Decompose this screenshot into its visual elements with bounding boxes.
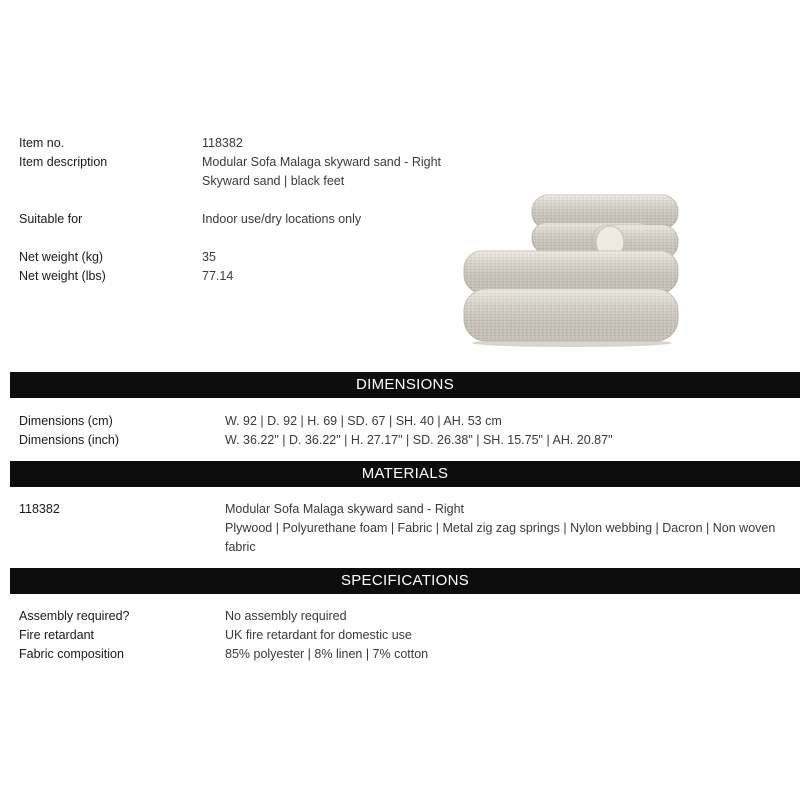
fabric-composition-label: Fabric composition — [19, 647, 124, 661]
materials-item-label: 118382 — [19, 502, 60, 516]
assembly-required-value: No assembly required — [225, 609, 347, 623]
fabric-composition-value: 85% polyester | 8% linen | 7% cotton — [225, 647, 429, 661]
fire-retardant-value: UK fire retardant for domestic use — [225, 628, 412, 642]
dimensions-header: DIMENSIONS — [10, 372, 800, 398]
sofa-product-image — [462, 193, 682, 348]
item-description-line2: Skyward sand | black feet — [202, 174, 345, 188]
dimensions-inch-value: W. 36.22" | D. 36.22" | H. 27.17" | SD. 26.38" | SH. 15.75" | AH. 20.87" — [225, 433, 613, 447]
specifications-header: SPECIFICATIONS — [10, 568, 800, 594]
dimensions-inch-label: Dimensions (inch) — [19, 433, 120, 447]
item-description-line1: Modular Sofa Malaga skyward sand - Right — [202, 155, 442, 169]
materials-line3: fabric — [225, 540, 256, 554]
assembly-required-label: Assembly required? — [19, 609, 130, 623]
materials-line2: Plywood | Polyurethane foam | Fabric | Metal zig zag springs | Nylon webbing | Dacron | Non woven — [225, 521, 776, 535]
dimensions-cm-value: W. 92 | D. 92 | H. 69 | SD. 67 | SH. 40 | AH. 53 cm — [225, 414, 502, 428]
net-weight-lbs-label: Net weight (lbs) — [19, 269, 106, 283]
item-no-label: Item no. — [19, 136, 65, 150]
net-weight-kg-label: Net weight (kg) — [19, 250, 104, 264]
net-weight-kg-value: 35 — [202, 250, 216, 264]
fire-retardant-label: Fire retardant — [19, 628, 95, 642]
materials-line1: Modular Sofa Malaga skyward sand - Right — [225, 502, 465, 516]
net-weight-lbs-value: 77.14 — [202, 269, 234, 283]
dimensions-cm-label: Dimensions (cm) — [19, 414, 113, 428]
item-no-value: 118382 — [202, 136, 243, 150]
materials-header: MATERIALS — [10, 461, 800, 487]
suitable-for-label: Suitable for — [19, 212, 83, 226]
suitable-for-value: Indoor use/dry locations only — [202, 212, 362, 226]
item-description-label: Item description — [19, 155, 108, 169]
